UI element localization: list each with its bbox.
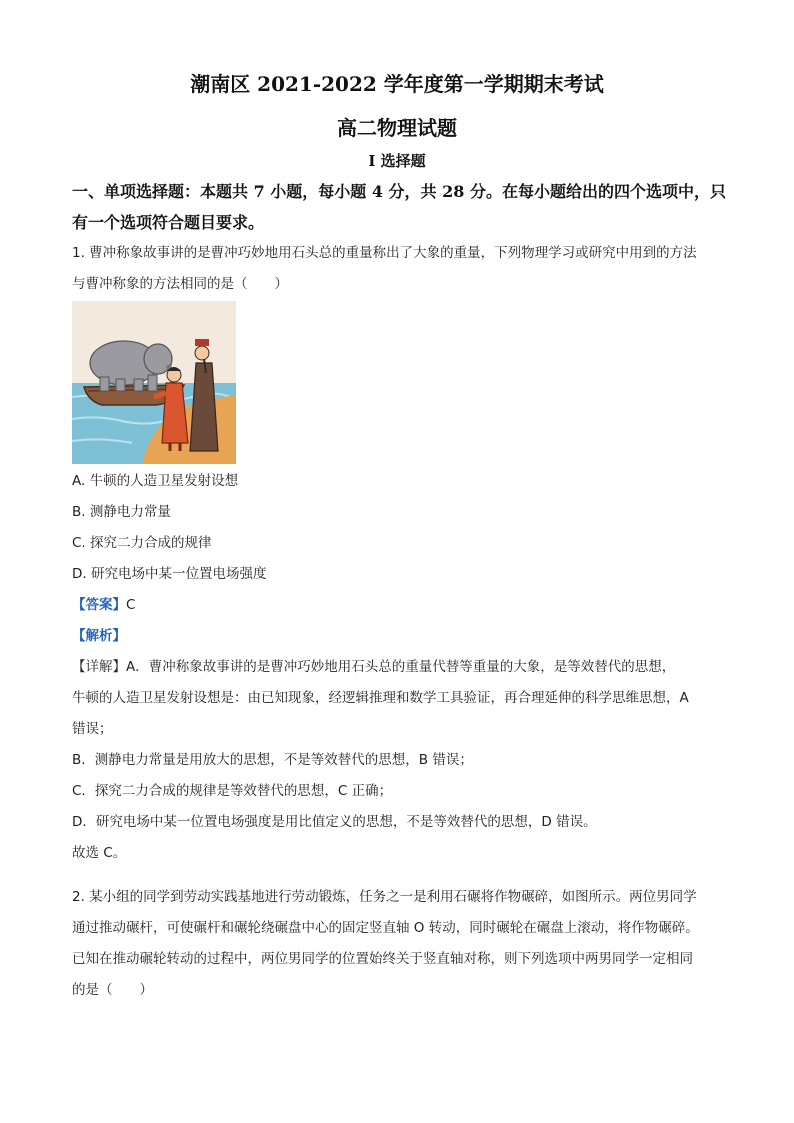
- section-heading-line2: 有一个选项符合题目要求。: [72, 213, 265, 232]
- q1-detail-line5: C．探究二力合成的规律是等效替代的思想，C 正确；: [72, 783, 393, 799]
- q1-detail-line6: D．研究电场中某一位置电场强度是用比值定义的思想，不是等效替代的思想，D 错误。: [72, 814, 597, 830]
- q1-detail-line4: B．测静电力常量是用放大的思想，不是等效替代的思想，B 错误；: [72, 752, 473, 768]
- q1-stem-line2: 与曹冲称象的方法相同的是（ ）: [72, 276, 288, 292]
- q1-detail-line1: [72, 652, 732, 683]
- q1-stem-line1: 1. 曹冲称象故事讲的是曹冲巧妙地用石头总的重量称出了大象的重量，下列物理学习或研究中用到的方法: [72, 245, 697, 261]
- q1-option-d: D. 研究电场中某一位置电场强度: [72, 566, 267, 582]
- answer-tag: 【答案】: [72, 597, 126, 613]
- q2-line1: 2. 某小组的同学到劳动实践基地进行劳动锻炼，任务之一是利用石碾将作物碾碎，如图所示。两位男同学: [72, 889, 697, 905]
- section-heading: [72, 176, 732, 238]
- part-heading: I 选择题: [368, 152, 426, 170]
- detail-tag: 【详解】: [72, 659, 126, 675]
- q1-conclusion: 故选 C。: [72, 845, 127, 861]
- q1-option-a: A. 牛顿的人造卫星发射设想: [72, 473, 239, 489]
- q1-detail-line2: 牛顿的人造卫星发射设想是：由已知现象，经逻辑推理和数学工具验证，再合理延伸的科学思维思想，A: [72, 690, 689, 706]
- q2-stem: [72, 882, 732, 1006]
- detail-text-1: A．曹冲称象故事讲的是曹冲巧妙地用石头总的重量代替等重量的大象，是等效替代的思想，: [126, 659, 676, 675]
- q1-options: [72, 466, 732, 869]
- analysis-tag: 【解析】: [72, 628, 126, 644]
- answer-value: C: [126, 597, 136, 613]
- q1-stem: [72, 238, 732, 300]
- q1-answer: [72, 590, 732, 621]
- q2-line3: 已知在推动碾轮转动的过程中，两位男同学的位置始终关于竖直轴对称，则下列选项中两男同学一定相同: [72, 951, 693, 967]
- exam-subtitle: 高二物理试题: [337, 116, 457, 140]
- elephant-boat-illustration: [72, 301, 236, 464]
- q1-analysis: [72, 621, 732, 652]
- exam-title: 潮南区 2021-2022 学年度第一学期期末考试: [190, 72, 604, 96]
- q1-option-c: C. 探究二力合成的规律: [72, 535, 212, 551]
- q1-option-b: B. 测静电力常量: [72, 504, 171, 520]
- section-heading-line1: 一、单项选择题：本题共 7 小题，每小题 4 分，共 28 分。在每小题给出的四个选项中，只: [72, 182, 726, 201]
- q2-line2: 通过推动碾杆，可使碾杆和碾轮绕碾盘中心的固定竖直轴 O 转动，同时碾轮在碾盘上滚动，将作物碾碎。: [72, 920, 699, 936]
- q2-line4: 的是（ ）: [72, 982, 153, 998]
- q1-detail-line3: 错误；: [72, 721, 113, 737]
